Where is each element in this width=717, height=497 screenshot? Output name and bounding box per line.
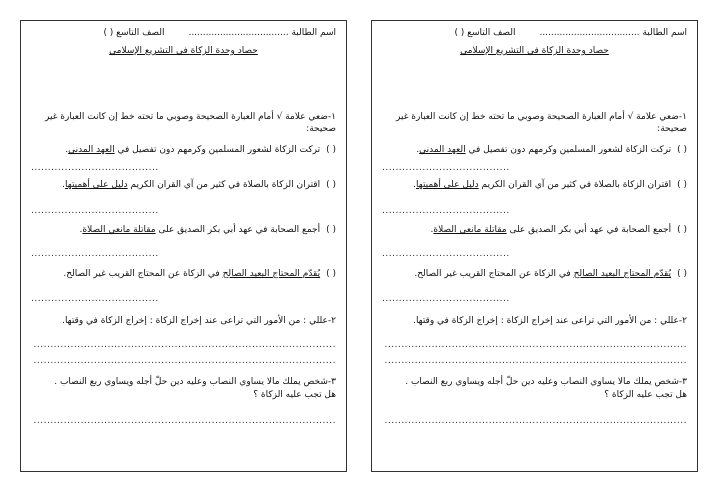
question-3-line-1: ٣-شخص يملك مالا يساوي النصاب وعليه دين حلّ أجله ويساوي ربع النصاب .: [54, 377, 336, 387]
statement-text: تركت الزكاة لشعور المسلمين وكرمهم دون تفصيل في: [114, 145, 321, 155]
answer-paren: ( ): [326, 145, 336, 155]
student-name-label: اسم الطالبة ...................................: [539, 28, 687, 38]
statement-text: في الزكاة عن المحتاج القريب غير الصالح.: [63, 269, 223, 279]
answer-line: ......................................: [382, 206, 510, 216]
answer-paren: ( ): [326, 180, 336, 190]
answer-paren: ( ): [677, 180, 687, 190]
question-3-line-2: هل تجب عليه الزكاة ؟: [604, 390, 687, 400]
answer-line: ..........................................................................................: [33, 416, 336, 426]
answer-paren: ( ): [677, 145, 687, 155]
answer-line: ......................................: [31, 206, 159, 216]
statement-1: ( )تركت الزكاة لشعور المسلمين وكرمهم دون تفصيل في العهد المدني.: [416, 145, 687, 155]
answer-paren: ( ): [326, 225, 336, 235]
statement-1: ( )تركت الزكاة لشعور المسلمين وكرمهم دون تفصيل في العهد المدني.: [65, 145, 336, 155]
class-label: الصف التاسع ( ): [103, 28, 165, 38]
worksheet-title: حصاد وحدة الزكاة في التشريع الإسلامي: [460, 46, 609, 56]
answer-paren: ( ): [677, 225, 687, 235]
statement-2: ( )اقتران الزكاة بالصلاة في كثير من آي القران الكريم دليل على أهميتها.: [413, 180, 687, 190]
statement-text: أجمع الصحابة في عهد أبي بكر الصديق على: [155, 225, 321, 235]
worksheet-page-right: [371, 20, 698, 472]
statement-underlined: العهد المدني: [68, 145, 115, 155]
statement-underlined: مقاتلة مانعي الصلاة: [433, 225, 507, 235]
worksheet-page-left: [20, 20, 347, 472]
answer-line: ..........................................................................................: [33, 356, 336, 366]
question-3-line-1: ٣-شخص يملك مالا يساوي النصاب وعليه دين حلّ أجله ويساوي ربع النصاب .: [405, 377, 687, 387]
answer-line: ......................................: [31, 294, 159, 304]
statement-underlined: دليل على أهميتها: [65, 180, 128, 190]
worksheet-header: [382, 27, 687, 39]
answer-line: ......................................: [31, 249, 159, 259]
statement-text: في الزكاة عن المحتاج القريب غير الصالح.: [414, 269, 574, 279]
question-1-instructions: ١-ضعي علامة √ أمام العبارة الصحيحة وصوبي ما تحته خط إن كانت العبارة غير صحيحة:: [45, 112, 336, 134]
question-2-text: ٢-عللي : من الأمور التي تراعى عند إخراج الزكاة : إخراج الزكاة في وقتها.: [413, 316, 687, 326]
statement-underlined: دليل على أهميتها: [416, 180, 479, 190]
answer-paren: ( ): [326, 269, 336, 279]
statement-text: تركت الزكاة لشعور المسلمين وكرمهم دون تفصيل في: [465, 145, 672, 155]
statement-underlined: يُقدّم المحتاج البعيد الصالح: [573, 269, 672, 279]
answer-line: ..........................................................................................: [33, 340, 336, 350]
answer-line: ......................................: [382, 249, 510, 259]
statement-underlined: العهد المدني: [419, 145, 466, 155]
statement-underlined: يُقدّم المحتاج البعيد الصالح: [222, 269, 321, 279]
class-label: الصف التاسع ( ): [454, 28, 516, 38]
answer-line: ......................................: [382, 294, 510, 304]
question-2-text: ٢-عللي : من الأمور التي تراعى عند إخراج الزكاة : إخراج الزكاة في وقتها.: [62, 316, 336, 326]
question-3-line-2: هل تجب عليه الزكاة ؟: [253, 390, 336, 400]
worksheet-header: [31, 27, 336, 39]
answer-line: ..........................................................................................: [384, 416, 687, 426]
statement-3: ( )أجمع الصحابة في عهد أبي بكر الصديق على مقاتلة مانعي الصلاة.: [79, 225, 336, 235]
answer-line: ..........................................................................................: [384, 356, 687, 366]
answer-line: ..........................................................................................: [384, 340, 687, 350]
statement-4: [382, 268, 687, 280]
statement-text: أجمع الصحابة في عهد أبي بكر الصديق على: [506, 225, 672, 235]
statement-text: اقتران الزكاة بالصلاة في كثير من آي القران الكريم: [127, 180, 321, 190]
answer-paren: ( ): [677, 269, 687, 279]
question-1-instructions: ١-ضعي علامة √ أمام العبارة الصحيحة وصوبي ما تحته خط إن كانت العبارة غير صحيحة:: [396, 112, 687, 134]
statement-text: اقتران الزكاة بالصلاة في كثير من آي القران الكريم: [478, 180, 672, 190]
statement-4: [31, 268, 336, 280]
statement-3: ( )أجمع الصحابة في عهد أبي بكر الصديق على مقاتلة مانعي الصلاة.: [430, 225, 687, 235]
worksheet-title: حصاد وحدة الزكاة في التشريع الإسلامي: [109, 46, 258, 56]
answer-line: ......................................: [31, 163, 159, 173]
statement-underlined: مقاتلة مانعي الصلاة: [82, 225, 156, 235]
answer-line: ......................................: [382, 163, 510, 173]
statement-2: ( )اقتران الزكاة بالصلاة في كثير من آي القران الكريم دليل على أهميتها.: [62, 180, 336, 190]
student-name-label: اسم الطالبة ...................................: [188, 28, 336, 38]
